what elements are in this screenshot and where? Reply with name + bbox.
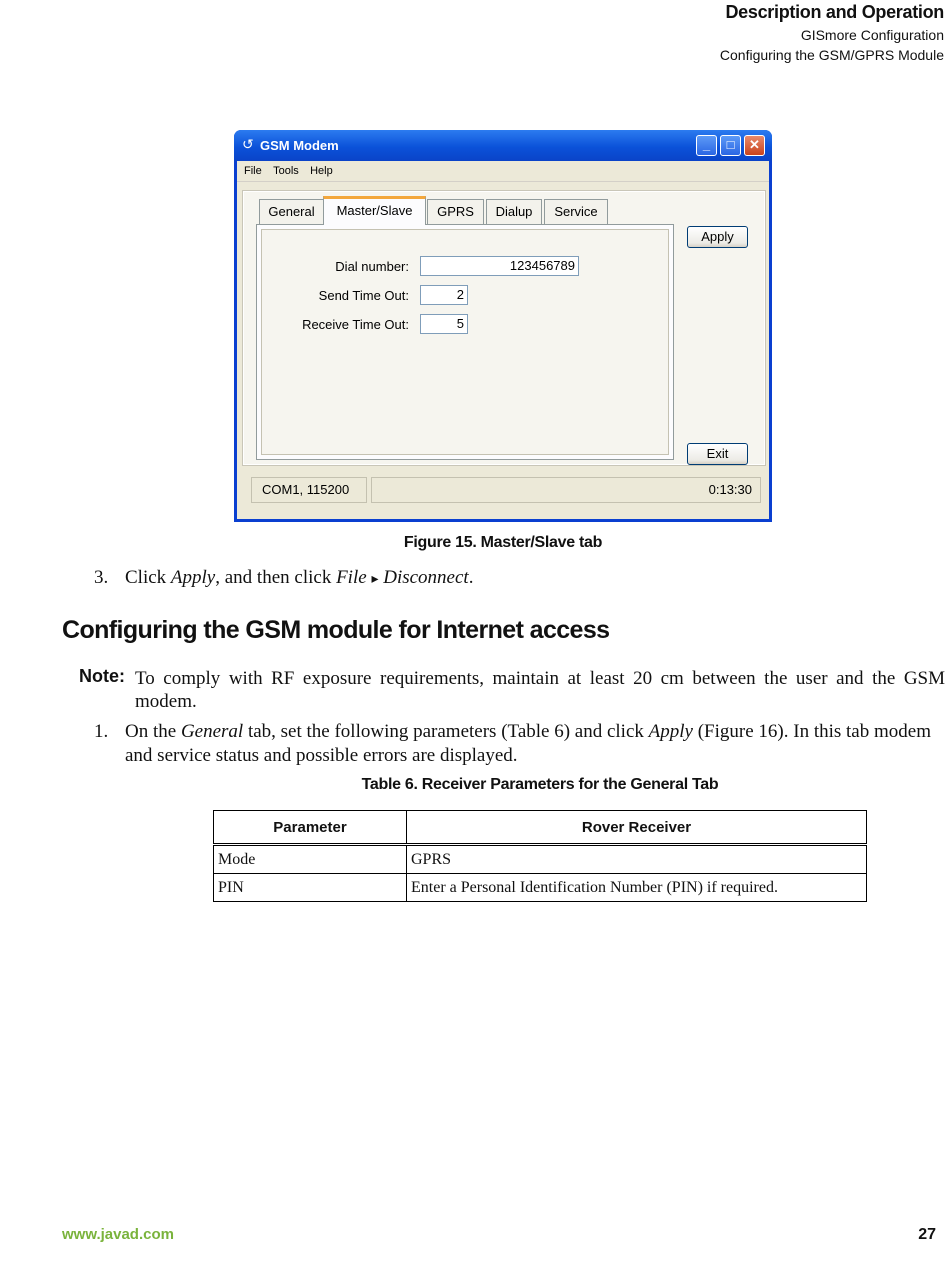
- receive-timeout-label: Receive Time Out:: [302, 317, 409, 332]
- window-title: GSM Modem: [260, 138, 339, 153]
- close-button[interactable]: [744, 135, 765, 156]
- dialog-client: [237, 161, 769, 519]
- step-number: 3.: [94, 567, 109, 588]
- figure-caption-text: Figure 15. Master/Slave tab: [403, 534, 603, 551]
- header-topic: Configuring the GSM/GPRS Module: [719, 47, 944, 63]
- step-text-part: .: [468, 567, 474, 588]
- apply-ref: Apply: [170, 567, 216, 588]
- header-subsection: GISmore Configuration: [800, 27, 944, 43]
- footer-url[interactable]: www.javad.com: [62, 1226, 174, 1243]
- step-text-part: , and then click: [215, 567, 337, 588]
- step-text-part: tab, set the following parameters (Table 6) and click: [243, 721, 649, 742]
- tab-general[interactable]: General: [259, 199, 324, 224]
- table-caption: [0, 776, 950, 794]
- menu-help[interactable]: Help: [310, 165, 333, 177]
- tab-dialup[interactable]: Dialup: [486, 199, 542, 224]
- header-section: Description and Operation: [725, 2, 944, 22]
- title-bar[interactable]: [234, 130, 772, 161]
- send-timeout-label: Send Time Out:: [318, 288, 409, 303]
- table-row: [214, 845, 867, 874]
- step-text-part: Click: [125, 567, 171, 588]
- table-cell: PIN: [214, 874, 407, 902]
- page-number: 27: [918, 1226, 936, 1243]
- step-text-part: (Figure 16). In this tab modem and service status and possible errors are displayed.: [125, 721, 931, 766]
- parameters-table: [213, 810, 867, 902]
- table-cell: GPRS: [407, 845, 867, 874]
- dial-number-label: Dial number:: [335, 259, 409, 274]
- minimize-button[interactable]: [696, 135, 717, 156]
- menu-tools[interactable]: Tools: [273, 165, 299, 177]
- maximize-button[interactable]: [720, 135, 741, 156]
- menu-file[interactable]: File: [244, 165, 262, 177]
- dial-number-field[interactable]: 123456789: [420, 256, 579, 276]
- menu-arrow-icon: ▸: [371, 572, 379, 587]
- step-text: [125, 720, 945, 768]
- table-cell: Enter a Personal Identification Number (PIN) if required.: [407, 874, 867, 902]
- step-text-part: On the: [125, 721, 181, 742]
- app-icon: ↺: [242, 136, 254, 152]
- minimize-icon: _: [702, 137, 711, 152]
- apply-ref: Apply: [648, 721, 693, 742]
- tab-master-slave[interactable]: Master/Slave: [323, 196, 426, 225]
- column-header: Parameter: [214, 811, 407, 845]
- step-3: [94, 566, 474, 590]
- status-port: COM1, 115200: [251, 477, 367, 503]
- table-row: [214, 874, 867, 902]
- apply-button[interactable]: Apply: [687, 226, 748, 248]
- figure-caption: [0, 534, 950, 552]
- table-header-row: [214, 811, 867, 845]
- receive-timeout-field[interactable]: 5: [420, 314, 468, 334]
- tab-service[interactable]: Service: [544, 199, 608, 224]
- menu-bar: [237, 161, 769, 182]
- section-heading: Configuring the GSM module for Internet access: [62, 616, 610, 644]
- gsm-modem-dialog: [234, 130, 772, 522]
- table-cell: Mode: [214, 845, 407, 874]
- disconnect-ref: Disconnect: [383, 567, 469, 588]
- column-header: Rover Receiver: [407, 811, 867, 845]
- file-ref: File: [336, 567, 367, 588]
- note-text: To comply with RF exposure requirements, maintain at least 20 cm between the user and the GSM modem.: [135, 668, 945, 712]
- general-ref: General: [180, 721, 244, 742]
- status-bar: [243, 475, 763, 505]
- step-number: 1.: [94, 721, 109, 742]
- tab-gprs[interactable]: GPRS: [427, 199, 484, 224]
- status-time: 0:13:30: [371, 477, 761, 503]
- step-text: [125, 566, 473, 592]
- maximize-icon: □: [726, 137, 735, 152]
- exit-button[interactable]: Exit: [687, 443, 748, 465]
- send-timeout-field[interactable]: 2: [420, 285, 468, 305]
- table-caption-text: Table 6. Receiver Parameters for the General Tab: [361, 776, 719, 793]
- tab-panel: [256, 224, 674, 460]
- step-1: [94, 720, 944, 766]
- close-icon: ✕: [749, 137, 760, 152]
- note-label: Note:: [79, 666, 125, 686]
